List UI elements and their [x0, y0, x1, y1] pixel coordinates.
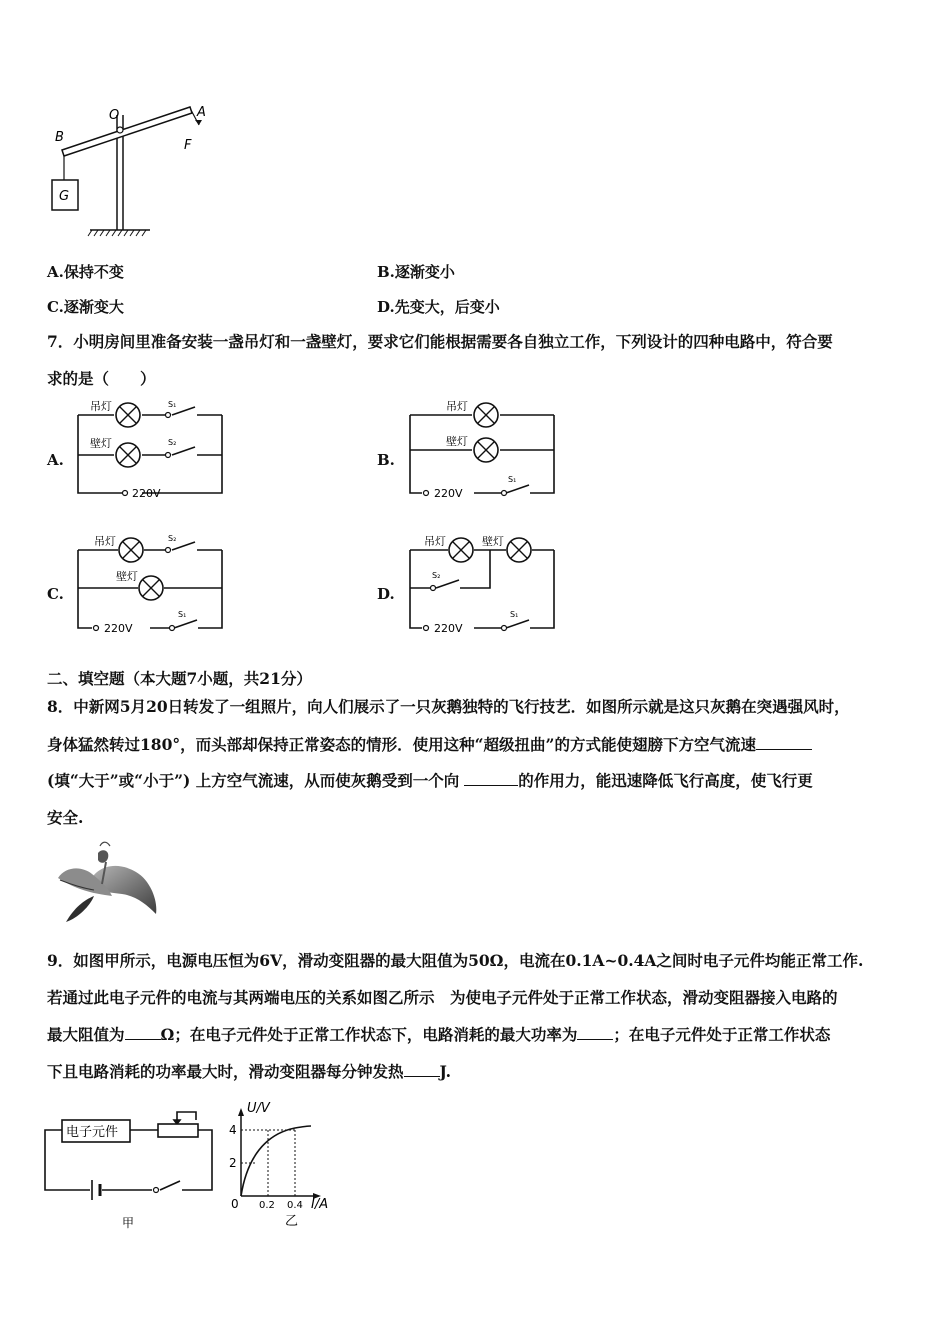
circuit-c-pendant-label: 吊灯 [94, 535, 116, 548]
lever-label-a: A [197, 105, 206, 120]
circuit-a-s2-label: S₂ [168, 438, 177, 447]
q8-line2 [47, 733, 907, 755]
circuit-c-wall-label: 壁灯 [116, 570, 138, 583]
q6-option-d-letter: D. [377, 298, 395, 316]
q6-option-a-text: 保持不变 [63, 263, 124, 281]
q6-option-c-text: 逐渐变大 [63, 298, 124, 316]
circuit-d-wall-label: 壁灯 [482, 535, 504, 548]
q9-line2: 若通过此电子元件的电流与其两端电压的关系如图乙所示 为使电子元件处于正常工作状态，滑动变阻器接入电路的 [47, 988, 838, 1007]
lever-figure [45, 95, 220, 245]
circuit-d [402, 530, 562, 638]
q9-fig-yi [225, 1098, 345, 1233]
q6-option-b-text: 逐渐变小 [394, 263, 455, 281]
q9-line4-text-a: 下且电路消耗的功率最大时，滑动变阻器每分钟发热 [47, 1062, 404, 1081]
goose-image [50, 838, 165, 930]
q9-line3-text-c: ；在电子元件处于正常工作状态 [613, 1025, 831, 1044]
q9-fig-jia-caption: 甲 [122, 1216, 135, 1230]
circuit-a-wall-label: 壁灯 [90, 437, 112, 450]
q6-option-d-text: 先变大，后变小 [394, 298, 500, 316]
q9-yi-xtick-02: 0.2 [259, 1200, 275, 1211]
circuit-d-voltage-label: 220V [434, 622, 463, 635]
q8-line3-text-a: (填“大于”或“小于”) 上方空气流速，从而使灰鹅受到一个向 [47, 771, 460, 790]
q9-component-label: 电子元件 [66, 1125, 119, 1140]
q9-yi-xlabel: I/A [311, 1197, 329, 1212]
q6-option-a[interactable] [47, 261, 124, 282]
lever-label-o: O [109, 108, 120, 123]
q8-line3-text-b: 的作用力，能迅速降低飞行高度，使飞行更 [518, 771, 813, 790]
q9-blank-2[interactable] [577, 1025, 613, 1040]
circuit-d-s1-label: S₁ [510, 610, 519, 619]
q7-option-a-letter[interactable]: A. [47, 451, 64, 469]
q8-line2-text: 身体猛然转过180°，而头部却保持正常姿态的情形．使用这种“超级扭曲”的方式能使翅膀下方空气流速 [47, 735, 756, 754]
lever-label-g: G [59, 189, 70, 204]
q7-stem-line2: 求的是（ ） [47, 369, 156, 388]
q9-line1: 9．如图甲所示，电源电压恒为6V，滑动变阻器的最大阻值为50Ω，电流在0.1A~0.4A之间时电子元件均能正常工作. [47, 951, 864, 970]
q6-option-d[interactable] [377, 296, 500, 317]
q9-line4 [47, 1060, 907, 1082]
circuit-b [402, 395, 562, 503]
circuit-d-s2-label: S₂ [432, 571, 441, 580]
q6-option-b-letter: B. [377, 263, 395, 281]
q6-option-b[interactable] [377, 261, 455, 282]
q8-blank-1[interactable] [756, 735, 812, 750]
q9-yi-origin: 0 [231, 1197, 239, 1211]
q9-line3-text-b: Ω；在电子元件处于正常工作状态下，电路消耗的最大功率为 [160, 1025, 578, 1044]
q9-line4-text-b: J. [439, 1062, 452, 1081]
q7-option-d-letter[interactable]: D. [377, 585, 395, 603]
section2-heading: 二、填空题（本大题7小题，共21分） [47, 669, 312, 688]
circuit-b-s1-label: S₁ [508, 475, 517, 484]
q9-fig-yi-caption: 乙 [285, 1214, 299, 1229]
circuit-a-s1-label: S₁ [168, 400, 177, 409]
circuit-a-voltage-label: 220V [132, 487, 161, 500]
circuit-c-voltage-label: 220V [104, 622, 133, 635]
q9-yi-ytick-2: 2 [229, 1156, 237, 1170]
lever-label-f: F [184, 138, 192, 153]
circuit-a-pendant-label: 吊灯 [90, 400, 112, 413]
circuit-c-s2-label: S₂ [168, 534, 177, 543]
circuit-b-wall-label: 壁灯 [446, 435, 468, 448]
q9-blank-3[interactable] [404, 1062, 440, 1077]
q6-option-c-letter: C. [47, 298, 64, 316]
q9-fig-jia [40, 1110, 220, 1235]
q9-yi-curve [241, 1126, 311, 1196]
q7-option-b-letter[interactable]: B. [377, 451, 395, 469]
q7-option-c-letter[interactable]: C. [47, 585, 64, 603]
q9-blank-1[interactable] [125, 1025, 161, 1040]
circuit-b-pendant-label: 吊灯 [446, 400, 468, 413]
q9-yi-ytick-4: 4 [229, 1123, 237, 1137]
circuit-d-pendant-label: 吊灯 [424, 535, 446, 548]
q8-line3 [47, 769, 907, 791]
q9-line3-text-a: 最大阻值为 [47, 1025, 125, 1044]
q6-option-c[interactable] [47, 296, 124, 317]
circuit-a [70, 395, 230, 503]
q6-option-a-letter: A. [47, 263, 64, 281]
circuit-c-s1-label: S₁ [178, 610, 187, 619]
q8-line1: 8．中新网5月20日转发了一组照片，向人们展示了一只灰鹅独特的飞行技艺．如图所示就是这只灰鹅在突遇强风时， [47, 697, 850, 716]
q9-yi-ylabel: U/V [247, 1101, 270, 1116]
lever-label-b: B [55, 130, 64, 145]
circuit-c [70, 530, 230, 638]
circuit-b-voltage-label: 220V [434, 487, 463, 500]
q8-line4: 安全. [47, 808, 84, 827]
q8-blank-2[interactable] [464, 771, 518, 786]
q9-line3 [47, 1023, 907, 1045]
q7-stem-line1: 7．小明房间里准备安装一盏吊灯和一盏壁灯，要求它们能根据需要各自独立工作，下列设计的四种电路中，符合要 [47, 332, 833, 351]
q9-yi-xtick-04: 0.4 [287, 1200, 303, 1211]
